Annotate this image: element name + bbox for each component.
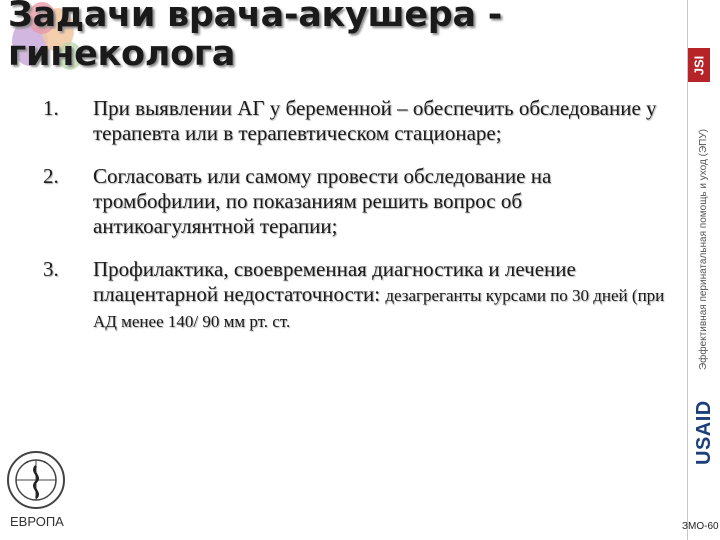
item-number: 2. — [43, 164, 59, 188]
item-number: 3. — [43, 257, 59, 281]
item-text: При выявлении АГ у беременной – обеспечить обследование у терапевта или в терапевтическом стационаре; — [93, 96, 657, 145]
item-text-wrapper — [93, 257, 673, 334]
side-vertical-text: Эффективная перинатальная помощь и уход (ЭПУ) — [698, 128, 709, 370]
list-item — [43, 96, 673, 146]
item-text: Профилактика, своевременная диагностика и лечение плацентарной недостаточности: — [93, 257, 576, 306]
item-text-small: дезагреганты курсами по 30 дней (при АД менее 140/ 90 мм рт. ст. — [93, 286, 665, 331]
list-item — [43, 257, 673, 334]
who-europe-label: ЕВРОПА — [10, 514, 64, 529]
list-item — [43, 164, 673, 239]
who-emblem-icon — [4, 448, 68, 512]
jsi-logo — [688, 48, 710, 82]
usaid-logo: USAID — [693, 400, 715, 465]
page-title: Задачи врача-акушера - гинеколога — [8, 0, 502, 74]
jsi-logo-text: JSI — [691, 55, 707, 75]
item-number: 1. — [43, 96, 59, 120]
item-text: Согласовать или самому провести обследование на тромбофилии, по показаниям решить вопрос об антикоагулянтной терапии; — [93, 164, 552, 238]
task-list — [43, 96, 673, 352]
slide-code: ЗМО-60 — [682, 521, 719, 532]
